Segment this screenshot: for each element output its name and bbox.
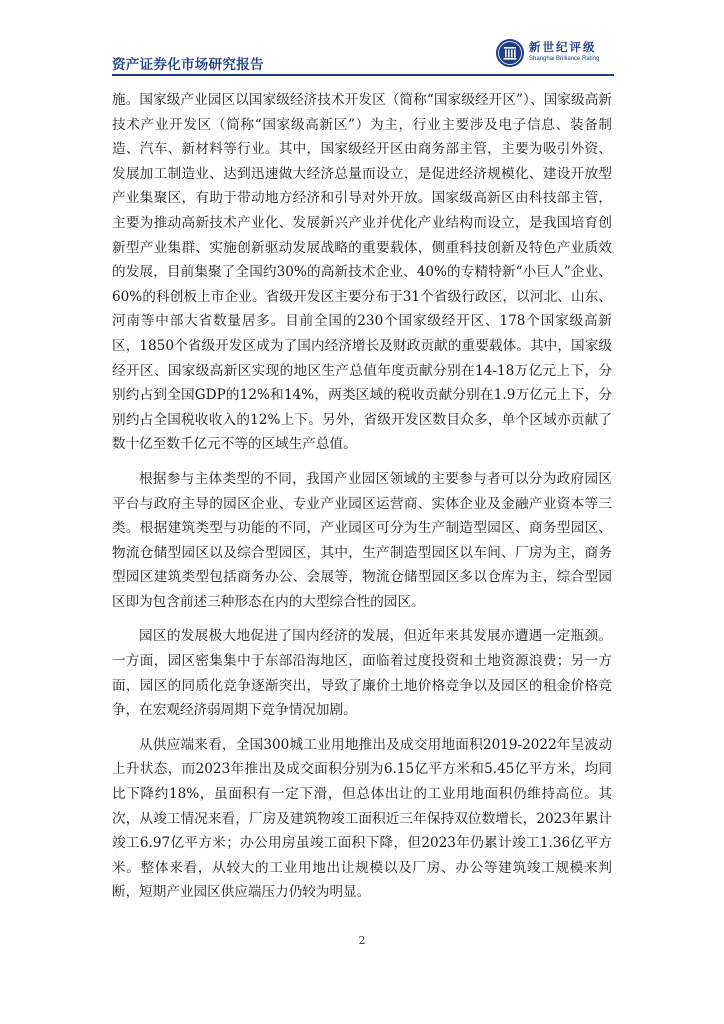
page-header — [112, 34, 612, 74]
paragraph-4: 从供应端来看，全国300城工业用地推出及成交用地面积2019-2022年呈波动上升状态，而2023年推出及成交面积分别为6.15亿平方米和5.45亿平方米，均同比下降约18%，虽面积有一定下滑，但总体出让的工业用地面积仍维持高位。其次，从竣工情况来看，厂房及建筑物竣工面积近三年保持双位数增长，2023年累计竣工6.97亿平方米；办公用房虽竣工面积下降，但2023年仍累计竣工1.36亿平方米。整体来看，从较大的工业用地出让规模以及厂房、办公等建筑竣工规模来判断，短期产业园区供应端压力仍较为明显。 — [112, 736, 612, 901]
building-emblem-icon — [495, 38, 525, 68]
document-body — [112, 88, 612, 915]
paragraph-2: 根据参与主体类型的不同，我国产业园区领域的主要参与者可以分为政府园区平台与政府主导的园区企业、专业产业园区运营商、实体企业及金融产业资本等三类。根据建筑类型与功能的不同，产业园区可分为生产制造型园区、商务型园区、物流仓储型园区以及综合型园区，其中，生产制造型园区以车间、厂房为主，商务型园区建筑类型包括商务办公、会展等，物流仓储型园区多以仓库为主，综合型园区即为包含前述三种形态在内的大型综合性的园区。 — [112, 470, 612, 610]
page-number: 2 — [358, 934, 366, 947]
paragraph-3: 园区的发展极大地促进了国内经济的发展，但近年来其发展亦遭遇一定瓶颈。一方面，园区密集集中于东部沿海地区，面临着过度投资和土地资源浪费；另一方面，园区的同质化竞争逐渐突出，导致了廉价土地价格竞争以及园区的租金价格竞争，在宏观经济弱周期下竞争情况加剧。 — [112, 628, 612, 719]
header-divider — [112, 74, 614, 76]
logo-english-name: Shanghai Brilliance Rating — [529, 56, 600, 62]
report-title: 资产证券化市场研究报告 — [112, 57, 264, 73]
paragraph-1: 施。国家级产业园区以国家级经济技术开发区（简称“国家级经开区”）、国家级高新技术产业开发区（简称“国家级高新区”）为主，行业主要涉及电子信息、装备制造、汽车、新材料等行业。其中，国家级经开区由商务部主管，主要为吸引外资、发展加工制造业、达到迅速做大经济总量而设立，是促进经济规模化、建设开放型产业集聚区，有助于带动地方经济和引导对外开放。国家级高新区由科技部主管，主要为推动高新技术产业化、发展新兴产业并优化产业结构而设立，是我国培育创新型产业集群、实施创新驱动发展战略的重要载体，侧重科技创新及特色产业质效的发展，目前集聚了全国约30%的高新技术企业、40%的专精特新“小巨人”企业、60%的科创板上市企业。省级开发区主要分布于31个省级行政区，以河北、山东、河南等中部大省数量居多。目前全国的230个国家级经开区、178个国家级高新区，1850个省级开发区成为了国内经济增长及财政贡献的重要载体。其中，国家级经开区、国家级高新区实现的地区生产总值年度贡献分别在14-18万亿元上下，分别约占到全国GDP的12%和14%，两类区域的税收贡献分别在1.9万亿元上下，分别约占全国税收收入的12%上下。另外，省级开发区数目众多，单个区域亦贡献了数十亿至数千亿元不等的区域生产总值。 — [112, 92, 612, 453]
company-logo — [495, 36, 615, 70]
logo-chinese-name: 新世纪评级 — [529, 40, 597, 54]
